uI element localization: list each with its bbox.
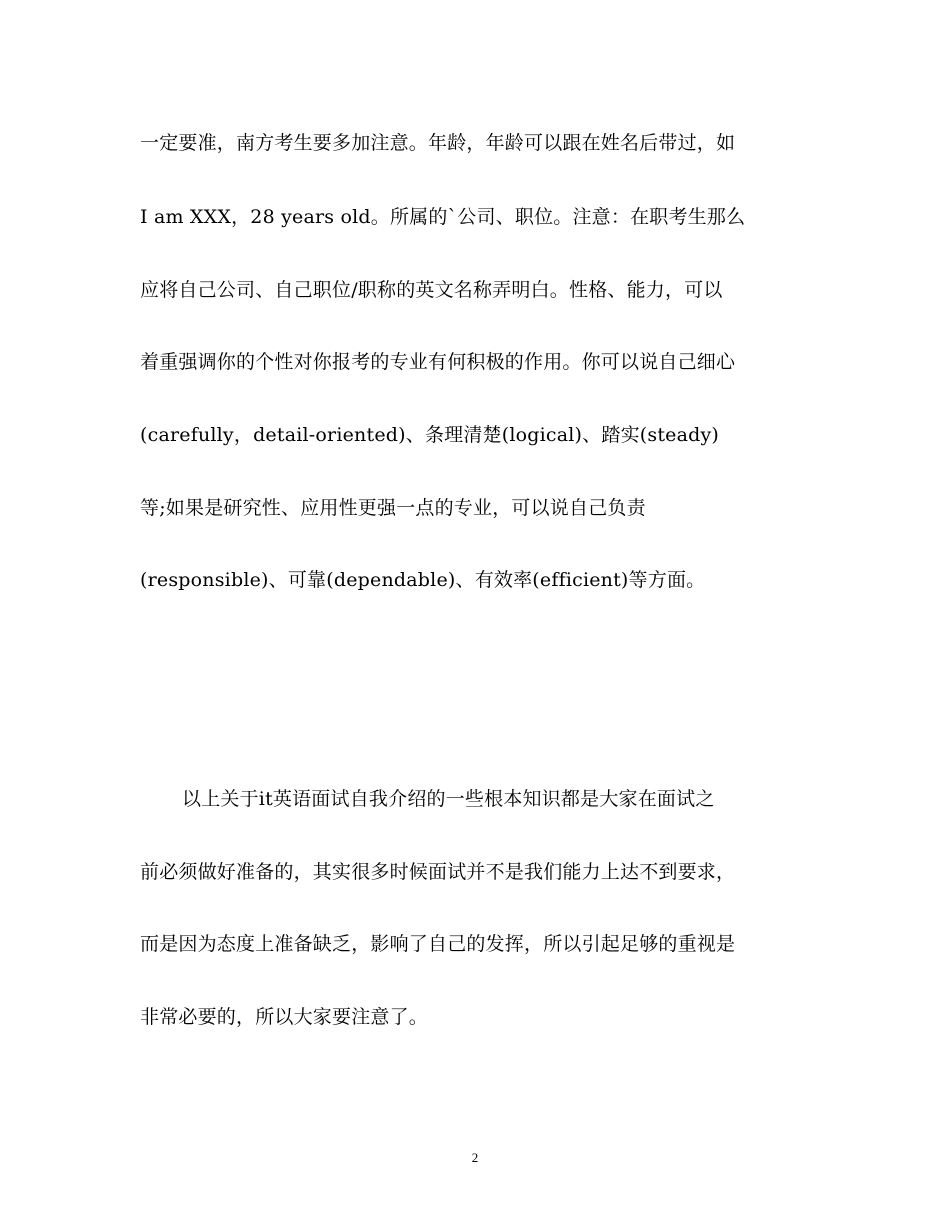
- paragraph-2-line-2: 前必须做好准备的，其实很多时候面试并不是我们能力上达不到要求，: [140, 861, 736, 883]
- paragraph-1-line-2: I am XXX，28 years old。所属的`公司、职位。注意：在职考生那么: [140, 206, 746, 228]
- paragraph-2-line-3: 而是因为态度上准备缺乏，影响了自己的发挥，所以引起足够的重视是: [140, 933, 736, 955]
- paragraph-1-line-3: 应将自己公司、自己职位/职称的英文名称弄明白。性格、能力，可以: [140, 279, 723, 301]
- paragraph-1-line-7: (responsible)、可靠(dependable)、有效率(efficient)等方面。: [140, 569, 706, 591]
- page-number: 2: [471, 1150, 479, 1165]
- paragraph-2-line-1: 以上关于it英语面试自我介绍的一些根本知识都是大家在面试之: [182, 788, 715, 810]
- paragraph-1-line-4: 着重强调你的个性对你报考的专业有何积极的作用。你可以说自己细心: [140, 351, 736, 373]
- paragraph-1-line-6: 等;如果是研究性、应用性更强一点的专业，可以说自己负责: [140, 497, 646, 519]
- paragraph-1-line-5: (carefully，detail-oriented)、条理清楚(logical)、踏实(steady): [140, 424, 720, 446]
- paragraph-1-line-1: 一定要准，南方考生要多加注意。年龄，年龄可以跟在姓名后带过，如: [140, 132, 736, 154]
- paragraph-2-line-4: 非常必要的，所以大家要注意了。: [140, 1006, 429, 1028]
